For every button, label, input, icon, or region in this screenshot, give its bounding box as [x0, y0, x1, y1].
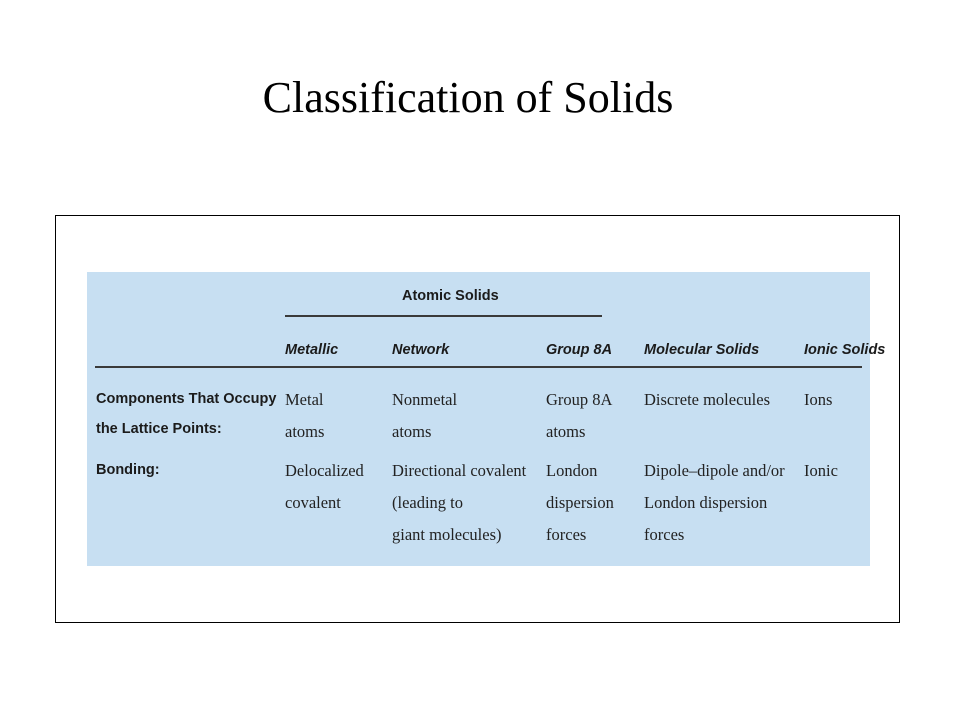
- atomic-solids-group-header: Atomic Solids: [402, 288, 499, 304]
- cell-network-bonding: Directional covalent (leading to giant molecules): [392, 461, 527, 544]
- column-header-molecular-solids: Molecular Solids: [644, 342, 760, 358]
- column-header-group-8a: Group 8A: [546, 342, 613, 358]
- row-label-bonding: Bonding:: [96, 462, 160, 478]
- header-rule: [95, 366, 862, 368]
- cell-group8a-components: Group 8A atoms: [546, 390, 613, 441]
- cell-metallic-components: Metal atoms: [285, 390, 325, 441]
- cell-group8a-bonding: London dispersion forces: [546, 461, 614, 544]
- column-header-ionic-solids: Ionic Solids: [804, 342, 886, 358]
- row-label-components: Components That Occupy the Lattice Points:: [96, 391, 277, 437]
- cell-ionic-bonding: Ionic: [804, 461, 838, 480]
- column-header-metallic: Metallic: [285, 342, 339, 358]
- cell-network-components: Nonmetal atoms: [392, 390, 458, 441]
- group-header-rule: [285, 315, 602, 317]
- column-header-network: Network: [392, 342, 450, 358]
- slide-title: Classification of Solids: [262, 73, 674, 122]
- cell-molecular-bonding: Dipole–dipole and/or London dispersion forces: [644, 461, 785, 544]
- cell-metallic-bonding: Delocalized covalent: [285, 461, 364, 512]
- cell-ionic-components: Ions: [804, 390, 833, 409]
- cell-molecular-components: Discrete molecules: [644, 390, 770, 409]
